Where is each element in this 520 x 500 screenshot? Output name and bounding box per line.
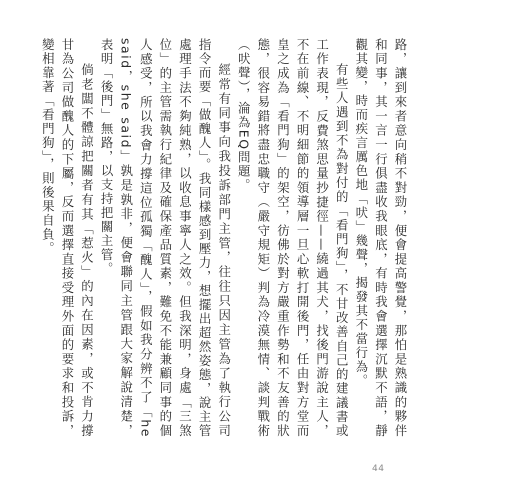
page-number: 44 xyxy=(372,464,385,474)
paragraph-2: 有些人遇到不為對付的「看門狗」，不甘改善自己的建議書或工作表現，反費煞思量抄捷徑——繞過其犬，找後門游說主人，不在前線、不明細節的領導層一旦心軟打開後門，任由對方堂而皇之成為「看門狗」的架空，彷佛於對方嚴重作勢和不友善的狀態，很容易錯將盡忠職守（嚴守規矩）判為冷漠無情、談判戰術（吠聲），淪為EQ問題。 xyxy=(236,38,350,438)
paragraph-1: 路，讓到來者意向稍不對勁，便會提高警覺，那怕是熟識的夥伴和同事，其一言一行俱盡收我眼底，有時我會選擇沉默不語，靜觀其變，時而疾言厲色地「吠」幾聲，揭發其不當行為。 xyxy=(353,38,408,438)
body-text xyxy=(38,38,410,438)
paragraph-3: 經常有同事向我投訴部門主管，往往只因主管為了執行公司指令而要「做醜人」。我同樣感到壓力，想擺出超然姿態，說主管處理手法不夠純熟，以收息事寧人之效。但我深明，身處「三煞位」的主管需執行紀律及確保產品質素，難免不能兼顧同事的個人感受，所以我會力撐這位孤獨「醜人」，假如我分辨不了「he said，she said」孰是孰非，便會聯同主管跟大家解說清楚，表明「後門」無路，以支持把關主管。 xyxy=(99,38,232,438)
paragraph-4: 倘老闆不體諒把關者有其「惹火」的內在因素，或不肯力撐甘為公司做醜人的下屬，反而選擇直接受理外面的要求和投訴，變相靠著「看門狗」，則後果自負。 xyxy=(40,38,95,438)
